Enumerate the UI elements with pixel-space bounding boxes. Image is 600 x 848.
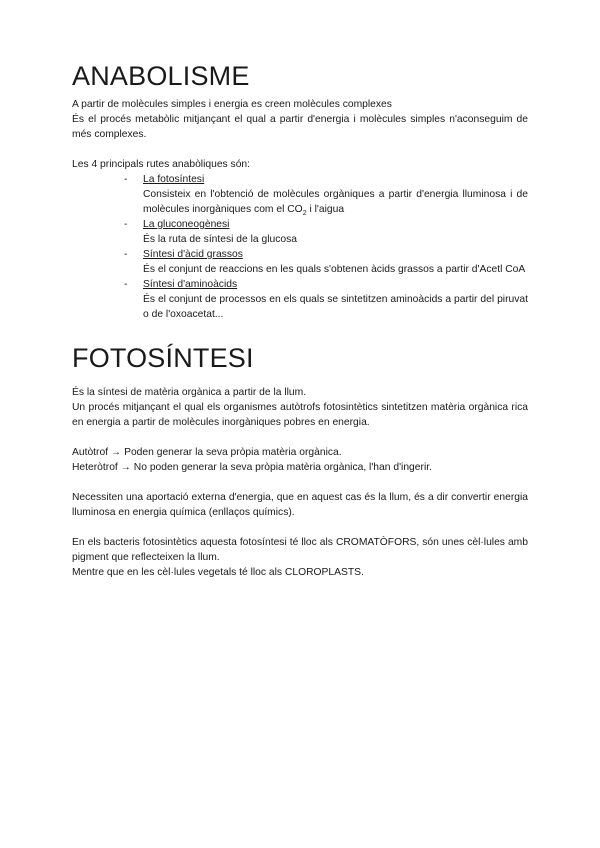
bacteria-paragraph: En els bacteris fotosintètics aquesta fotosíntesi té lloc als CROMATÒFORS, són unes cèl·lules amb pigment que reflecteixen la llum. (72, 537, 528, 563)
anabolisme-intro-line-1: A partir de molècules simples i energia es creen molècules complexes (72, 99, 392, 110)
energy-paragraph: Necessiten una aportació externa d'energia, que en aquest cas és la llum, és a dir convertir energia lluminosa en energia química (enllaços químics). (72, 492, 528, 518)
list-dash: - (124, 219, 128, 230)
spacer (72, 520, 528, 535)
list-item (124, 172, 528, 217)
heterotrof-definition: Heteròtrof → No poden generar la seva pròpia matèria orgànica, l'han d'ingerir. (72, 462, 432, 473)
section-title-anabolisme: ANABOLISME (72, 61, 250, 91)
subscript-2: 2 (302, 210, 307, 218)
route-description: És el conjunt de processos en els quals se sintetitzen aminoàcids a partir del piruvat o de l'oxoacetat... (143, 294, 528, 320)
route-description: És el conjunt de reaccions en les quals s'obtenen àcids grassos a partir d'Acetl CoA (143, 264, 526, 275)
spacer (72, 475, 528, 490)
list-dash: - (124, 174, 128, 185)
list-item (124, 217, 528, 247)
anabolisme-intro-line-2: És el procés metabòlic mitjançant el qual a partir d'energia i molècules simples n'aconseguim de més complexes. (72, 114, 528, 140)
autotrof-definition: Autòtrof → Poden generar la seva pròpia matèria orgànica. (72, 447, 342, 458)
route-title: Síntesi d'àcid grassos (143, 249, 243, 260)
document-page (72, 56, 528, 580)
routes-intro: Les 4 principals rutes anabòliques són: (72, 159, 251, 170)
fotosintesi-description: Un procés mitjançant el qual els organismes autòtrofs fotosintètics sintetitzen matèria orgànica rica en energia a partir de molècules inorgàniques pobres en energia. (72, 402, 528, 428)
list-dash: - (124, 249, 128, 260)
route-title: La fotosíntesi (143, 174, 205, 185)
route-description: És la ruta de síntesi de la glucosa (143, 234, 297, 245)
list-dash: - (124, 279, 128, 290)
fotosintesi-definition: És la síntesi de matèria orgànica a partir de la llum. (72, 387, 307, 398)
list-item (124, 247, 528, 277)
route-title: Síntesi d'aminoàcids (143, 279, 238, 290)
spacer (72, 142, 528, 157)
spacer (72, 430, 528, 445)
section-title-fotosintesi: FOTOSÍNTESI (72, 343, 254, 373)
list-item (124, 277, 528, 322)
route-description: Consisteix en l'obtenció de molècules orgàniques a partir d'energia lluminosa i de molècules inorgàniques com el $CO_2$ i l'aigua (143, 189, 528, 218)
plants-paragraph: Mentre que en les cèl·lules vegetals té lloc als CLOROPLASTS. (72, 567, 364, 578)
anabolic-routes-list (72, 172, 528, 322)
route-title: La gluconeogènesi (143, 219, 230, 230)
